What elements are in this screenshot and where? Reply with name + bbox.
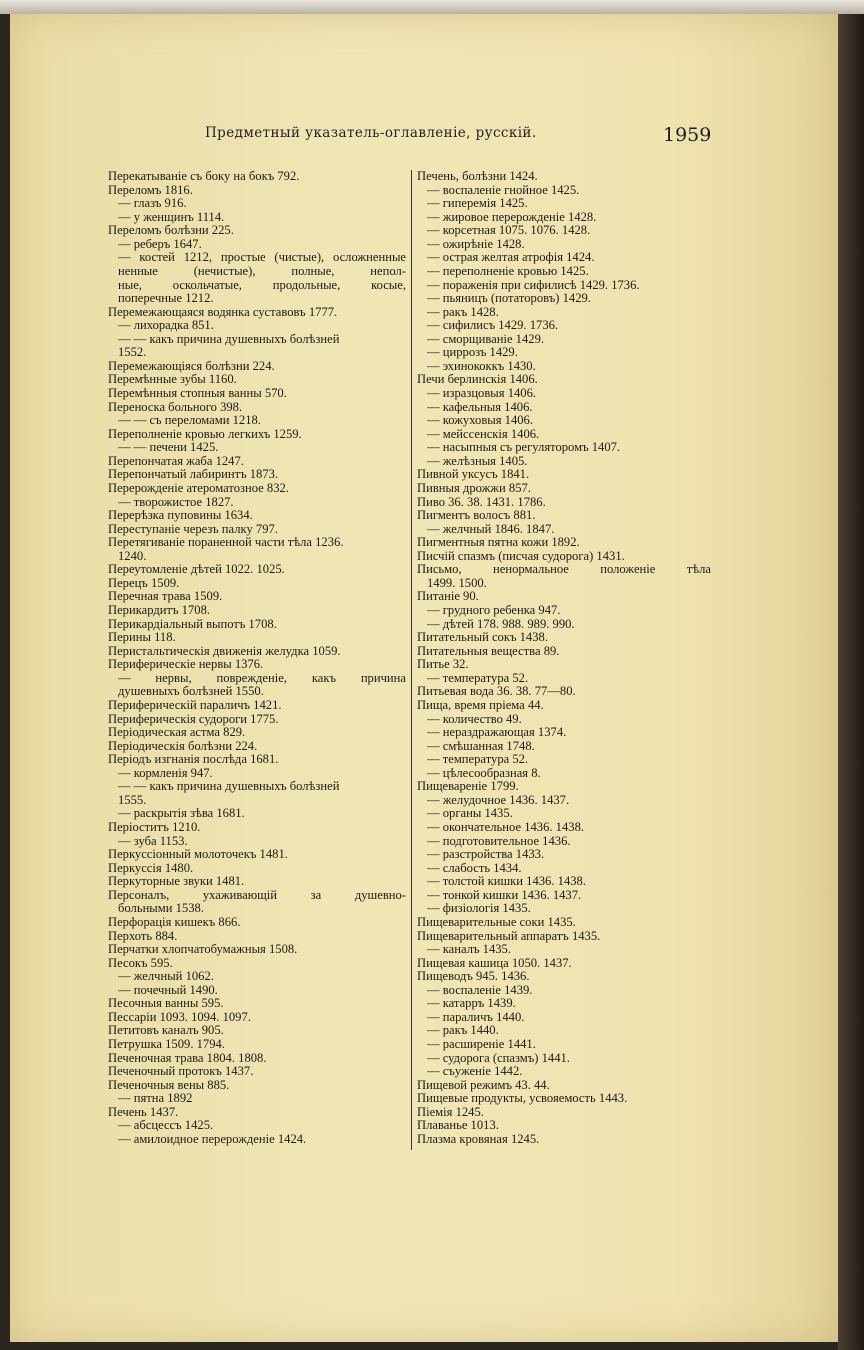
index-entry: Переломъ болѣзни 225. (108, 224, 234, 238)
index-entry: — пьяницъ (потаторовъ) 1429. (427, 292, 591, 306)
index-entry: Перепончатый лабиринтъ 1873. (108, 468, 279, 482)
index-entry: Перетягиваніе пораненной части тѣла 1236. (108, 536, 344, 550)
index-entry: Перемѣнные зубы 1160. (108, 373, 237, 387)
index-entry: Печеночныя вены 885. (108, 1078, 230, 1092)
index-entry: Періоститъ 1210. (108, 821, 201, 834)
index-entry: Периферическія судороги 1775. (108, 712, 279, 726)
index-entry: — физіологія 1435. (427, 902, 531, 916)
index-entry: Печеночная трава 1804. 1808. (108, 1051, 267, 1065)
index-entry: Перины 118. (108, 631, 176, 645)
index-column-left (108, 170, 406, 1147)
index-entry: Периферическіе нервы 1376. (108, 658, 264, 672)
index-entry: Пищевареніе 1799. (417, 780, 519, 794)
index-entry: Переутомленіе дѣтей 1022. 1025. (108, 563, 285, 577)
column-divider (411, 170, 412, 1150)
index-entry: Плазма кровяная 1245. (417, 1132, 540, 1146)
index-entry: — кожуховыя 1406. (427, 414, 534, 428)
index-entry: — насыпныя съ регуляторомъ 1407. (427, 441, 621, 455)
index-entry: — кафельныя 1406. (427, 400, 533, 414)
index-entry: Перкуссіонный молоточекъ 1481. (108, 848, 288, 862)
index-entry: — подготовительное 1436. (427, 834, 571, 848)
index-entry: — дѣтей 178. 988. 989. 990. (427, 617, 575, 631)
index-entry: Персоналъ, ухаживающій за душевно- (108, 888, 406, 902)
index-entry: Періодическая астма 829. (108, 726, 246, 740)
index-entry: — циррозъ 1429. (427, 346, 518, 360)
index-entry: — почечный 1490. (118, 983, 218, 997)
index-entry: — воспаленіе гнойное 1425. (427, 183, 580, 197)
index-entry: Питье 32. (417, 658, 469, 672)
index-entry: Перекатываніе съ боку на бокъ 792. (108, 170, 300, 183)
index-entry: Переступаніе черезъ палку 797. (108, 522, 278, 536)
index-entry: ные, оскольчатые, продольные, косые, (118, 278, 406, 292)
index-entry: — сифилисъ 1429. 1736. (427, 319, 559, 333)
index-entry: — лихорадка 851. (118, 319, 214, 333)
index-entry: — температура 52. (427, 671, 529, 685)
index-entry: Перепончатая жаба 1247. (108, 454, 244, 468)
index-entry: — каналъ 1435. (427, 943, 511, 957)
index-entry: Пессаріи 1093. 1094. 1097. (108, 1010, 251, 1024)
index-entry: — тонкой кишки 1436. 1437. (427, 888, 582, 902)
index-entry: — — печени 1425. (118, 441, 219, 455)
index-entry: — — съ переломами 1218. (118, 414, 261, 428)
index-entry: Петрушка 1509. 1794. (108, 1038, 225, 1051)
index-entry: — ракъ 1428. (427, 305, 499, 319)
index-entry: Перерожденіе атероматозное 832. (108, 481, 289, 495)
index-entry: Письмо, ненормальное положеніе тѣла (417, 563, 711, 577)
index-entry: — нервы, поврежденіе, какъ причина (118, 671, 406, 685)
index-entry: Переноска больного 398. (108, 400, 243, 414)
index-entry: — мейссенскія 1406. (427, 427, 540, 441)
index-entry: — толстой кишки 1436. 1438. (427, 875, 586, 889)
index-entry: Пивныя дрожжи 857. (417, 481, 531, 495)
index-entry: — параличъ 1440. (427, 1010, 525, 1024)
scan-top-edge (0, 0, 864, 14)
index-entry: Перхоть 884. (108, 929, 178, 943)
index-entry: — разстройства 1433. (427, 848, 545, 862)
index-entry: Переполненіе кровью легкихъ 1259. (108, 427, 302, 441)
index-entry: — гиперемія 1425. (427, 197, 528, 211)
index-entry: Пиво 36. 38. 1431. 1786. (417, 495, 546, 509)
index-entry: Петитовъ каналъ 905. (108, 1024, 224, 1038)
index-entry: Перистальтическія движенія желудка 1059. (108, 644, 341, 658)
index-entry: Перфорація кишекъ 866. (108, 915, 241, 929)
index-entry: Перкуторные звуки 1481. (108, 875, 245, 889)
index-entry: — окончательное 1436. 1438. (427, 821, 585, 834)
index-column-right (417, 170, 711, 1147)
index-entry: — зуба 1153. (118, 834, 188, 848)
index-entry: Пивной уксусъ 1841. (417, 468, 530, 482)
index-entry: — — какъ причина душевныхъ болѣзней (118, 332, 340, 346)
index-entry: Песочныя ванны 595. (108, 997, 224, 1011)
index-entry: — костей 1212, простые (чистые), осложненные (118, 251, 406, 265)
index-entry: 1240. (118, 549, 147, 563)
index-entry: Пищевой режимъ 43. 44. (417, 1078, 550, 1092)
index-entry: Печень 1437. (108, 1105, 179, 1119)
index-entry: Перикардіальный выпотъ 1708. (108, 617, 277, 631)
index-entry: — сморщиваніе 1429. (427, 332, 545, 346)
index-entry: — — какъ причина душевныхъ болѣзней (118, 780, 340, 794)
index-entry: — цѣлесообразная 8. (427, 766, 541, 780)
index-entry: — ракъ 1440. (427, 1024, 499, 1038)
index-entry: — воспаленіе 1439. (427, 983, 533, 997)
index-entry: — желудочное 1436. 1437. (427, 793, 570, 807)
index-entry: Питательныя вещества 89. (417, 644, 560, 658)
index-entry: — жировое перерожденіе 1428. (427, 210, 597, 224)
index-entry: — раскрытія зѣва 1681. (118, 807, 245, 821)
index-entry: Пигментныя пятна кожи 1892. (417, 536, 580, 550)
index-entry: Перечная трава 1509. (108, 590, 223, 604)
index-entry: Печи берлинскія 1406. (417, 373, 538, 387)
index-entry: — расширеніе 1441. (427, 1038, 536, 1051)
running-header: Предметный указатель-оглавленіе, русскій. (205, 125, 537, 141)
index-entry: — слабость 1434. (427, 861, 522, 875)
index-entry: — желчный 1846. 1847. (427, 522, 555, 536)
index-entry: — желѣзныя 1405. (427, 454, 528, 468)
index-entry: Пищевая кашица 1050. 1437. (417, 956, 572, 970)
index-entry: Пищеводъ 945. 1436. (417, 970, 530, 984)
index-entry: — нераздражающая 1374. (427, 726, 567, 740)
index-entry: Плаванье 1013. (417, 1119, 499, 1133)
index-entry: — температура 52. (427, 753, 529, 767)
index-entry: — эхинококкъ 1430. (427, 359, 536, 373)
index-entry: — творожистое 1827. (118, 495, 234, 509)
index-entry: Пигментъ волосъ 881. (417, 509, 536, 523)
index-entry: Периферическій параличъ 1421. (108, 698, 282, 712)
index-entry: Перикардитъ 1708. (108, 604, 211, 617)
index-entry: Переломъ 1816. (108, 183, 193, 197)
index-entry: — амилоидное перерожденіе 1424. (118, 1132, 307, 1146)
index-entry: Песокъ 595. (108, 956, 173, 970)
index-entry: — желчный 1062. (118, 970, 214, 984)
index-entry: 1555. (118, 793, 147, 807)
index-entry: Пища, время пріема 44. (417, 698, 544, 712)
index-entry: Печень, болѣзни 1424. (417, 170, 538, 183)
index-entry: Писчій спазмъ (писчая судорога) 1431. (417, 549, 625, 563)
index-entry: — грудного ребенка 947. (427, 604, 561, 617)
index-entry: Пищеварительный аппаратъ 1435. (417, 929, 601, 943)
index-entry: Перчатки хлопчатобумажныя 1508. (108, 943, 298, 957)
index-entry: — у женщинъ 1114. (118, 210, 225, 224)
index-entry: Пищеварительные соки 1435. (417, 915, 576, 929)
index-entry: — глазъ 916. (118, 197, 187, 211)
index-entry: Перемѣнныя стопныя ванны 570. (108, 387, 287, 400)
index-entry: — абсцессъ 1425. (118, 1119, 214, 1133)
index-entry: больными 1538. (118, 902, 204, 916)
index-entry: — количество 49. (427, 712, 522, 726)
index-entry: — пораженія при сифилисѣ 1429. 1736. (427, 278, 640, 292)
index-entry: — катарръ 1439. (427, 997, 516, 1011)
page-number: 1959 (663, 124, 712, 146)
index-entry: Перемежающаяся водянка суставовъ 1777. (108, 305, 338, 319)
index-entry: Питьевая вода 36. 38. 77—80. (417, 685, 576, 699)
index-entry: — переполненіе кровью 1425. (427, 264, 589, 278)
index-entry: — органы 1435. (427, 807, 513, 821)
index-entry: поперечные 1212. (118, 292, 214, 306)
index-entry: — пятна 1892 (118, 1092, 193, 1106)
scan-right-edge (838, 14, 864, 1350)
index-entry: — съуженіе 1442. (427, 1065, 523, 1079)
index-entry: Питательный сокъ 1438. (417, 631, 548, 645)
index-entry: ненные (нечистые), полные, непол- (118, 264, 406, 278)
index-entry: — кормленія 947. (118, 766, 213, 780)
index-entry: 1552. (118, 346, 147, 360)
index-entry: — судорога (спазмъ) 1441. (427, 1051, 570, 1065)
index-entry: — корсетная 1075. 1076. 1428. (427, 224, 591, 238)
index-entry: Питаніе 90. (417, 590, 479, 604)
index-entry: — ожирѣніе 1428. (427, 237, 525, 251)
index-entry: — смѣшанная 1748. (427, 739, 535, 753)
index-entry: — изразцовыя 1406. (427, 387, 537, 400)
index-entry: Перерѣзка пуповины 1634. (108, 509, 253, 523)
index-entry: Перецъ 1509. (108, 576, 180, 590)
index-entry: душевныхъ болѣзней 1550. (118, 685, 264, 699)
index-entry: Перемежающіяся болѣзни 224. (108, 359, 275, 373)
index-entry: Печеночный протокъ 1437. (108, 1065, 254, 1079)
index-entry: — реберъ 1647. (118, 237, 202, 251)
index-entry: — острая желтая атрофія 1424. (427, 251, 595, 265)
index-entry: Піемія 1245. (417, 1105, 484, 1119)
index-entry: Періодическія болѣзни 224. (108, 739, 258, 753)
index-entry: Перкуссія 1480. (108, 861, 194, 875)
index-entry: 1499. 1500. (427, 576, 487, 590)
index-entry: Періодъ изгнанія послѣда 1681. (108, 753, 279, 767)
index-entry: Пищевые продукты, усвояемость 1443. (417, 1092, 628, 1106)
